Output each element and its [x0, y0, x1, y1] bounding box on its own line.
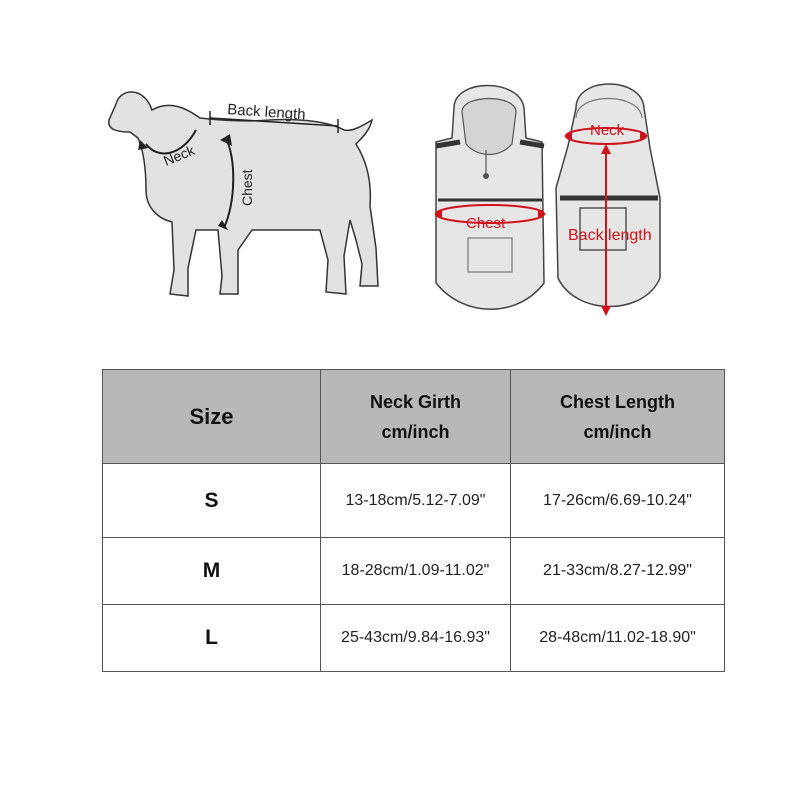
header-neck-girth	[321, 370, 511, 464]
size-cell: M	[103, 538, 321, 605]
header-neck-girth-unit: cm/inch	[381, 421, 450, 442]
raincoat-back-view	[556, 84, 660, 316]
coat-neck-label: Neck	[590, 122, 625, 139]
size-cell: S	[103, 464, 321, 538]
header-size: Size	[103, 370, 321, 464]
raincoat-illustration	[430, 78, 670, 323]
table-header-row	[103, 370, 725, 464]
dog-silhouette	[100, 80, 390, 310]
neck-girth-cell: 25-43cm/9.84-16.93"	[321, 605, 511, 672]
table-row	[103, 605, 725, 672]
header-chest-length	[511, 370, 725, 464]
dog-back-length-label: Back length	[226, 101, 307, 124]
front-hood	[462, 99, 516, 155]
raincoat-measurement-diagram	[430, 78, 670, 323]
header-neck-girth-title: Neck Girth	[369, 391, 462, 412]
coat-back-length-arrow-bottom	[601, 306, 611, 316]
coat-chest-label: Chest	[466, 215, 506, 232]
raincoat-front-view	[434, 86, 546, 310]
chest-length-cell: 17-26cm/6.69-10.24"	[511, 464, 725, 538]
size-chart-table	[102, 369, 725, 672]
back-coat-outline	[556, 84, 660, 307]
chest-length-cell: 21-33cm/8.27-12.99"	[511, 538, 725, 605]
dog-neck-label: Neck	[161, 141, 197, 169]
dog-chest-label: Chest	[239, 169, 255, 206]
table-row	[103, 464, 725, 538]
neck-girth-cell: 13-18cm/5.12-7.09"	[321, 464, 511, 538]
dog-measurement-diagram	[100, 80, 390, 310]
neck-girth-cell: 18-28cm/1.09-11.02"	[321, 538, 511, 605]
size-cell: L	[103, 605, 321, 672]
header-chest-length-title: Chest Length	[560, 391, 675, 412]
front-drawstring-toggle	[483, 173, 489, 179]
chest-length-cell: 28-48cm/11.02-18.90"	[511, 605, 725, 672]
table-row	[103, 538, 725, 605]
coat-back-length-label: Back length	[568, 227, 652, 244]
header-chest-length-unit: cm/inch	[583, 421, 652, 442]
